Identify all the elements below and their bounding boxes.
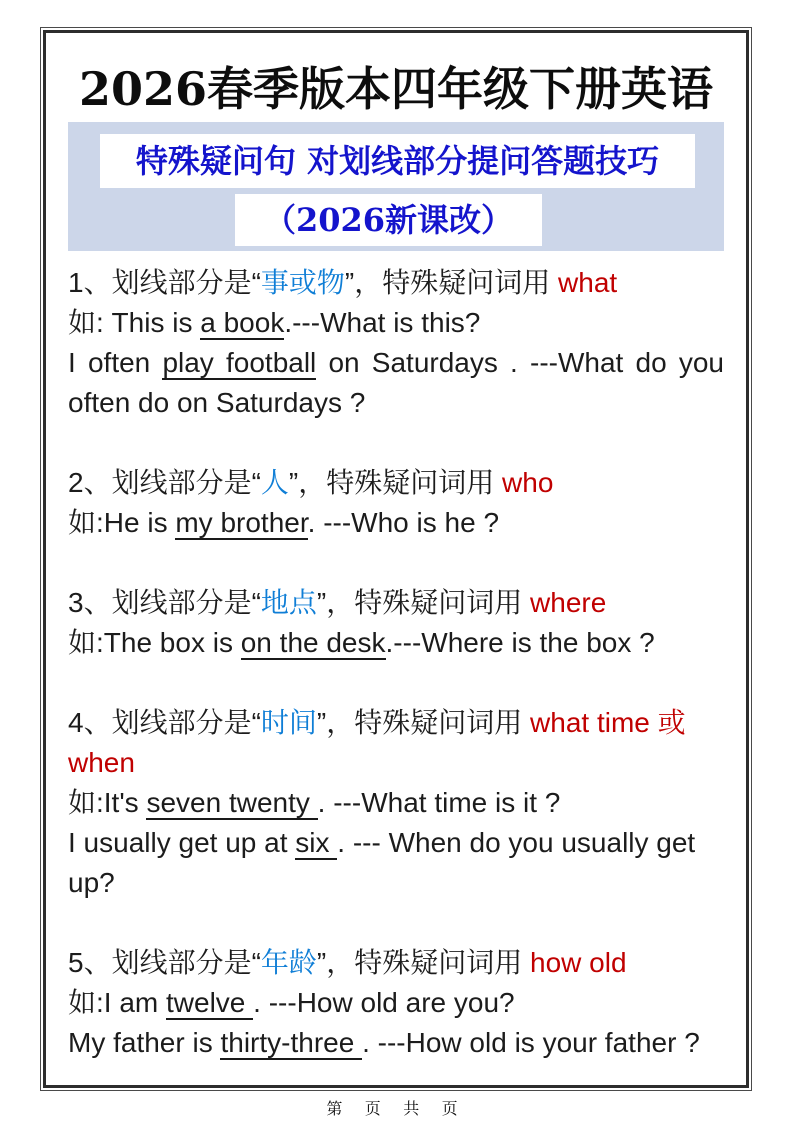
text-run: . ---How old are you? xyxy=(253,987,515,1018)
text-run: ” xyxy=(316,587,327,618)
example-line xyxy=(68,783,724,823)
example-line xyxy=(68,503,724,543)
question-word-red: how old xyxy=(530,947,627,978)
banner-edition: （2026新课改） xyxy=(235,194,542,246)
rule-section xyxy=(68,463,724,543)
text-run: 4、划线部分是 xyxy=(68,707,252,738)
text-run: ” xyxy=(316,947,327,978)
example-line xyxy=(68,1023,724,1063)
section-heading xyxy=(68,703,724,783)
text-run: ，特殊疑问词用 xyxy=(354,267,559,298)
underlined-phrase: twelve xyxy=(166,987,254,1018)
text-run: “ xyxy=(251,947,261,978)
text-run: .---Where is the box ? xyxy=(385,627,655,658)
text-run: 如:It's xyxy=(68,787,147,818)
text-run: 如: This is xyxy=(68,307,201,338)
text-run: ，特殊疑问词用 xyxy=(326,587,531,618)
page-title: 2026春季版本四年级下册英语 xyxy=(78,62,714,116)
text-run: ” xyxy=(316,707,327,738)
example-line xyxy=(68,623,724,663)
text-run: ” xyxy=(288,467,299,498)
text-run: . ---How old is your father ? xyxy=(362,1027,700,1058)
text-run: ，特殊疑问词用 xyxy=(326,707,531,738)
text-run: 2、划线部分是 xyxy=(68,467,252,498)
example-line xyxy=(68,983,724,1023)
text-run: ，特殊疑问词用 xyxy=(298,467,503,498)
footer-page-label: 第 页 共 页 xyxy=(326,1101,467,1118)
text-run: 如:I am xyxy=(68,987,167,1018)
text-run: “ xyxy=(251,707,261,738)
example-line xyxy=(68,343,724,383)
text-run: “ xyxy=(251,587,261,618)
example-line xyxy=(68,383,724,423)
text-run: . ---Who is he ? xyxy=(307,507,500,538)
section-heading xyxy=(68,583,724,623)
section-heading xyxy=(68,943,724,983)
banner xyxy=(68,122,724,251)
text-run: . ---What time is it ? xyxy=(317,787,561,818)
keyword-blue: 地点 xyxy=(260,587,317,618)
underlined-phrase: a book xyxy=(200,307,285,338)
text-run: 5、划线部分是 xyxy=(68,947,252,978)
question-word-red: what xyxy=(558,267,618,298)
text-run: 1、划线部分是 xyxy=(68,267,252,298)
page-frame-inner xyxy=(43,30,749,1088)
text-run: on Saturdays . ---What do you xyxy=(316,347,724,378)
underlined-phrase: on the desk xyxy=(240,627,386,658)
text-run: “ xyxy=(251,267,261,298)
text-run: 如:He is xyxy=(68,507,176,538)
text-run: My father is xyxy=(68,1027,221,1058)
question-word-red: what time 或 when xyxy=(68,707,686,778)
text-run: 如:The box is xyxy=(68,627,241,658)
underlined-phrase: my brother xyxy=(175,507,308,538)
text-run: ” xyxy=(344,267,355,298)
text-run: I often xyxy=(68,347,163,378)
text-run: “ xyxy=(251,467,261,498)
banner-subtitle: 特殊疑问句 对划线部分提问答题技巧 xyxy=(100,134,695,188)
rule-section xyxy=(68,943,724,1063)
underlined-phrase: thirty-three xyxy=(220,1027,363,1058)
keyword-blue: 时间 xyxy=(260,707,317,738)
text-run: .---What is this? xyxy=(284,307,481,338)
sections-container xyxy=(68,263,724,1063)
example-line xyxy=(68,303,724,343)
underlined-phrase: seven twenty xyxy=(146,787,318,818)
section-heading xyxy=(68,263,724,303)
rule-section xyxy=(68,263,724,423)
section-heading xyxy=(68,463,724,503)
text-run: ，特殊疑问词用 xyxy=(326,947,531,978)
text-run: 3、划线部分是 xyxy=(68,587,252,618)
text-run: . --- When do you usually get up? xyxy=(68,827,696,898)
example-line xyxy=(68,823,724,903)
rule-section xyxy=(68,703,724,903)
text-run: often do on Saturdays ? xyxy=(68,387,366,418)
keyword-blue: 事或物 xyxy=(260,267,345,298)
underlined-phrase: play football xyxy=(162,347,317,378)
rule-section xyxy=(68,583,724,663)
question-word-red: where xyxy=(530,587,607,618)
keyword-blue: 人 xyxy=(260,467,289,498)
underlined-phrase: six xyxy=(295,827,338,858)
keyword-blue: 年龄 xyxy=(260,947,317,978)
page-frame xyxy=(40,27,752,1091)
question-word-red: who xyxy=(502,467,554,498)
text-run: I usually get up at xyxy=(68,827,296,858)
